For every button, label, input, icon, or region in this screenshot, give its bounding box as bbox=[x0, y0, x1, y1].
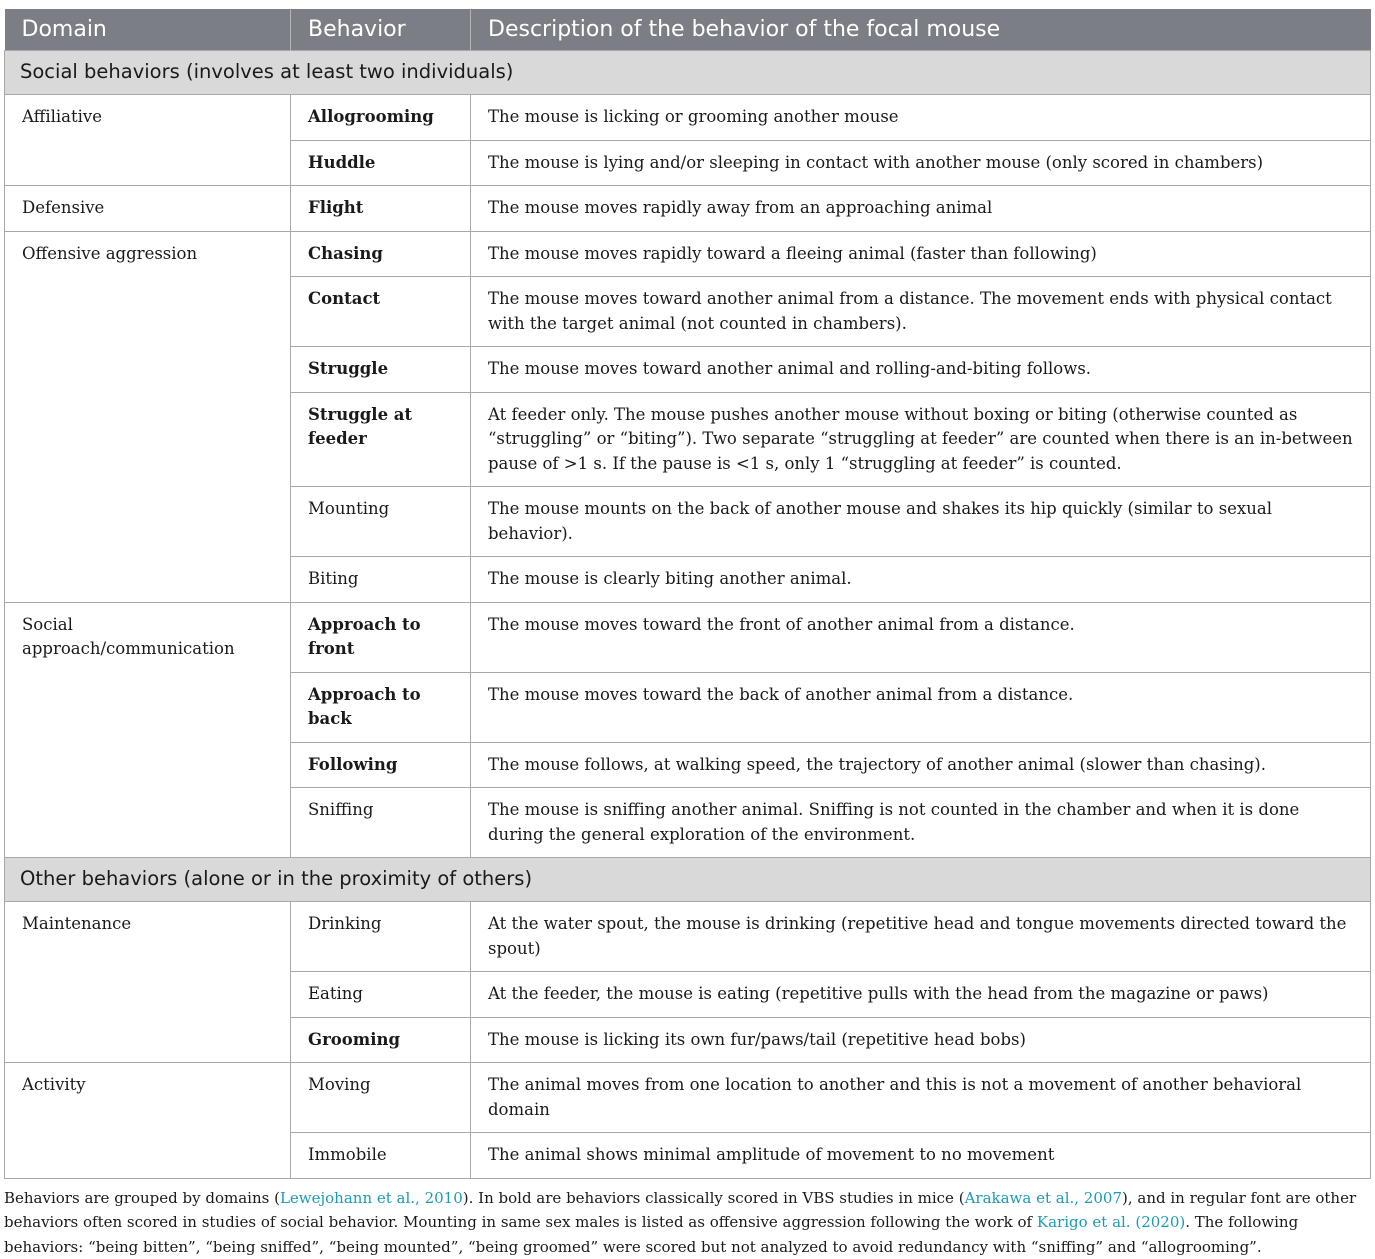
behavior-cell: Biting bbox=[291, 557, 471, 603]
description-cell: The mouse moves rapidly toward a fleeing animal (faster than following) bbox=[471, 231, 1371, 277]
table-row bbox=[5, 602, 1371, 672]
description-cell: At feeder only. The mouse pushes another mouse without boxing or biting (otherwise counted as “struggling” or “biting”). Two separate “struggling at feeder” are counted when there is an in-between pause of >1 s. If the pause is <1 s, only 1 “struggling at feeder” is counted. bbox=[471, 392, 1371, 487]
behavior-cell: Contact bbox=[291, 277, 471, 347]
behavior-cell: Struggle bbox=[291, 347, 471, 393]
section-title: Social behaviors (involves at least two individuals) bbox=[5, 51, 1371, 95]
footnote-text: . The following behaviors: “being bitten”, “being sniffed”, “being mounted”, “being groomed” were scored but not analyzed to avoid redundancy with “sniffing” and “allogrooming”. bbox=[4, 1213, 1298, 1256]
description-cell: The mouse moves toward another animal from a distance. The movement ends with physical contact with the target animal (not counted in chambers). bbox=[471, 277, 1371, 347]
domain-cell: Social approach/communication bbox=[5, 602, 291, 858]
description-cell: The mouse moves toward another animal and rolling-and-biting follows. bbox=[471, 347, 1371, 393]
description-cell: The animal shows minimal amplitude of movement to no movement bbox=[471, 1133, 1371, 1179]
table-row bbox=[5, 186, 1371, 232]
description-cell: The mouse is licking its own fur/paws/tail (repetitive head bobs) bbox=[471, 1017, 1371, 1063]
description-cell: The mouse is clearly biting another animal. bbox=[471, 557, 1371, 603]
behavior-cell: Sniffing bbox=[291, 788, 471, 858]
table-body bbox=[5, 51, 1371, 1179]
footnote-text: ), and in regular font are other behaviors often scored in studies of social behavior. Mounting in same sex males is listed as offensive aggression following the work of bbox=[4, 1189, 1356, 1232]
description-cell: The mouse is sniffing another animal. Sniffing is not counted in the chamber and when it is done during the general exploration of the environment. bbox=[471, 788, 1371, 858]
description-cell: At the feeder, the mouse is eating (repetitive pulls with the head from the magazine or paws) bbox=[471, 972, 1371, 1018]
description-cell: The mouse mounts on the back of another mouse and shakes its hip quickly (similar to sexual behavior). bbox=[471, 487, 1371, 557]
description-cell: The mouse is licking or grooming another mouse bbox=[471, 95, 1371, 141]
domain-cell: Maintenance bbox=[5, 902, 291, 1063]
footnote-reference-link[interactable]: Karigo et al. (2020) bbox=[1037, 1213, 1185, 1231]
description-cell: The animal moves from one location to another and this is not a movement of another behavioral domain bbox=[471, 1063, 1371, 1133]
table-footnote bbox=[4, 1186, 1370, 1259]
description-cell: The mouse moves toward the front of another animal from a distance. bbox=[471, 602, 1371, 672]
footnote-reference-link[interactable]: Lewejohann et al., 2010 bbox=[280, 1189, 463, 1207]
behavior-cell: Mounting bbox=[291, 487, 471, 557]
behavior-cell: Approach to back bbox=[291, 672, 471, 742]
section-row bbox=[5, 51, 1371, 95]
table-row bbox=[5, 1063, 1371, 1133]
behavior-cell: Eating bbox=[291, 972, 471, 1018]
behavior-table bbox=[4, 9, 1371, 1179]
description-cell: The mouse is lying and/or sleeping in contact with another mouse (only scored in chambers) bbox=[471, 140, 1371, 186]
table-row bbox=[5, 902, 1371, 972]
behavior-cell: Allogrooming bbox=[291, 95, 471, 141]
behavior-cell: Flight bbox=[291, 186, 471, 232]
header-description: Description of the behavior of the focal mouse bbox=[471, 9, 1371, 51]
behavior-cell: Grooming bbox=[291, 1017, 471, 1063]
footnote-text: ). In bold are behaviors classically scored in VBS studies in mice ( bbox=[463, 1189, 965, 1207]
behavior-cell: Immobile bbox=[291, 1133, 471, 1179]
domain-cell: Affiliative bbox=[5, 95, 291, 186]
footnote-text: Behaviors are grouped by domains ( bbox=[4, 1189, 280, 1207]
domain-cell: Activity bbox=[5, 1063, 291, 1179]
header-row bbox=[5, 9, 1371, 51]
description-cell: At the water spout, the mouse is drinking (repetitive head and tongue movements directed toward the spout) bbox=[471, 902, 1371, 972]
behavior-cell: Moving bbox=[291, 1063, 471, 1133]
behavior-cell: Drinking bbox=[291, 902, 471, 972]
description-cell: The mouse moves toward the back of another animal from a distance. bbox=[471, 672, 1371, 742]
behavior-cell: Following bbox=[291, 742, 471, 788]
behavior-cell: Chasing bbox=[291, 231, 471, 277]
domain-cell: Offensive aggression bbox=[5, 231, 291, 602]
footnote-reference-link[interactable]: Arakawa et al., 2007 bbox=[965, 1189, 1122, 1207]
description-cell: The mouse moves rapidly away from an approaching animal bbox=[471, 186, 1371, 232]
header-behavior: Behavior bbox=[291, 9, 471, 51]
domain-cell: Defensive bbox=[5, 186, 291, 232]
behavior-cell: Struggle at feeder bbox=[291, 392, 471, 487]
header-domain: Domain bbox=[5, 9, 291, 51]
table-row bbox=[5, 231, 1371, 277]
section-title: Other behaviors (alone or in the proximity of others) bbox=[5, 858, 1371, 902]
table-page bbox=[4, 9, 1370, 1259]
behavior-cell: Huddle bbox=[291, 140, 471, 186]
behavior-cell: Approach to front bbox=[291, 602, 471, 672]
description-cell: The mouse follows, at walking speed, the trajectory of another animal (slower than chasing). bbox=[471, 742, 1371, 788]
table-row bbox=[5, 95, 1371, 141]
section-row bbox=[5, 858, 1371, 902]
